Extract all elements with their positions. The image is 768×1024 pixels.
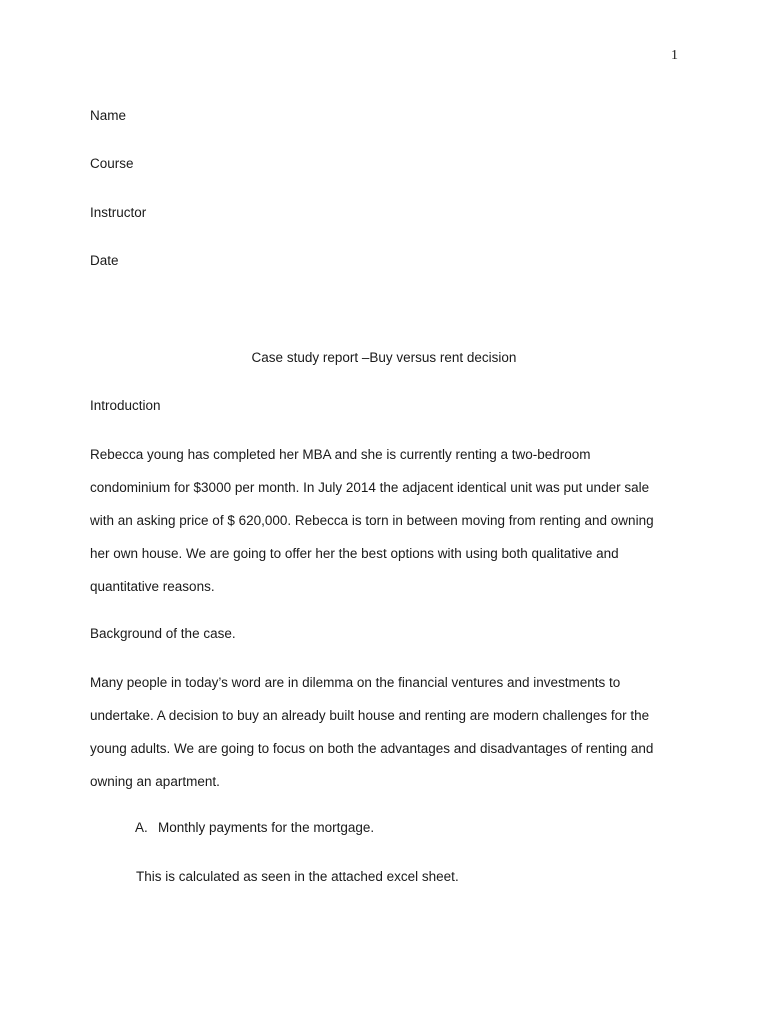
background-heading: Background of the case. xyxy=(90,626,236,641)
list-note: This is calculated as seen in the attached excel sheet. xyxy=(136,869,459,884)
background-paragraph xyxy=(90,666,680,798)
instructor-line: Instructor xyxy=(90,205,147,220)
student-name-line: Name xyxy=(90,108,127,123)
introduction-heading: Introduction xyxy=(90,398,161,413)
list-item-a xyxy=(135,820,374,835)
introduction-line: her own house. We are going to offer her the best options with using both qualitative and xyxy=(90,546,619,561)
list-item-text: Monthly payments for the mortgage. xyxy=(158,820,375,835)
background-line: young adults. We are going to focus on both the advantages and disadvantages of renting and xyxy=(90,741,654,756)
course-line: Course xyxy=(90,156,134,171)
introduction-line: quantitative reasons. xyxy=(90,579,215,594)
page-number: 1 xyxy=(671,48,678,63)
document-title: Case study report –Buy versus rent decision xyxy=(251,350,517,365)
introduction-line: condominium for $3000 per month. In July 2014 the adjacent identical unit was put under sale xyxy=(90,480,650,495)
introduction-paragraph xyxy=(90,438,680,603)
date-line: Date xyxy=(90,253,119,268)
introduction-line: Rebecca young has completed her MBA and she is currently renting a two-bedroom xyxy=(90,447,591,462)
background-line: owning an apartment. xyxy=(90,774,220,789)
background-line: Many people in today’s word are in dilemma on the financial ventures and investments to xyxy=(90,675,621,690)
list-marker: A. xyxy=(135,820,148,835)
background-line: undertake. A decision to buy an already built house and renting are modern challenges for the xyxy=(90,708,650,723)
introduction-line: with an asking price of $ 620,000. Rebecca is torn in between moving from renting and owning xyxy=(90,513,654,528)
